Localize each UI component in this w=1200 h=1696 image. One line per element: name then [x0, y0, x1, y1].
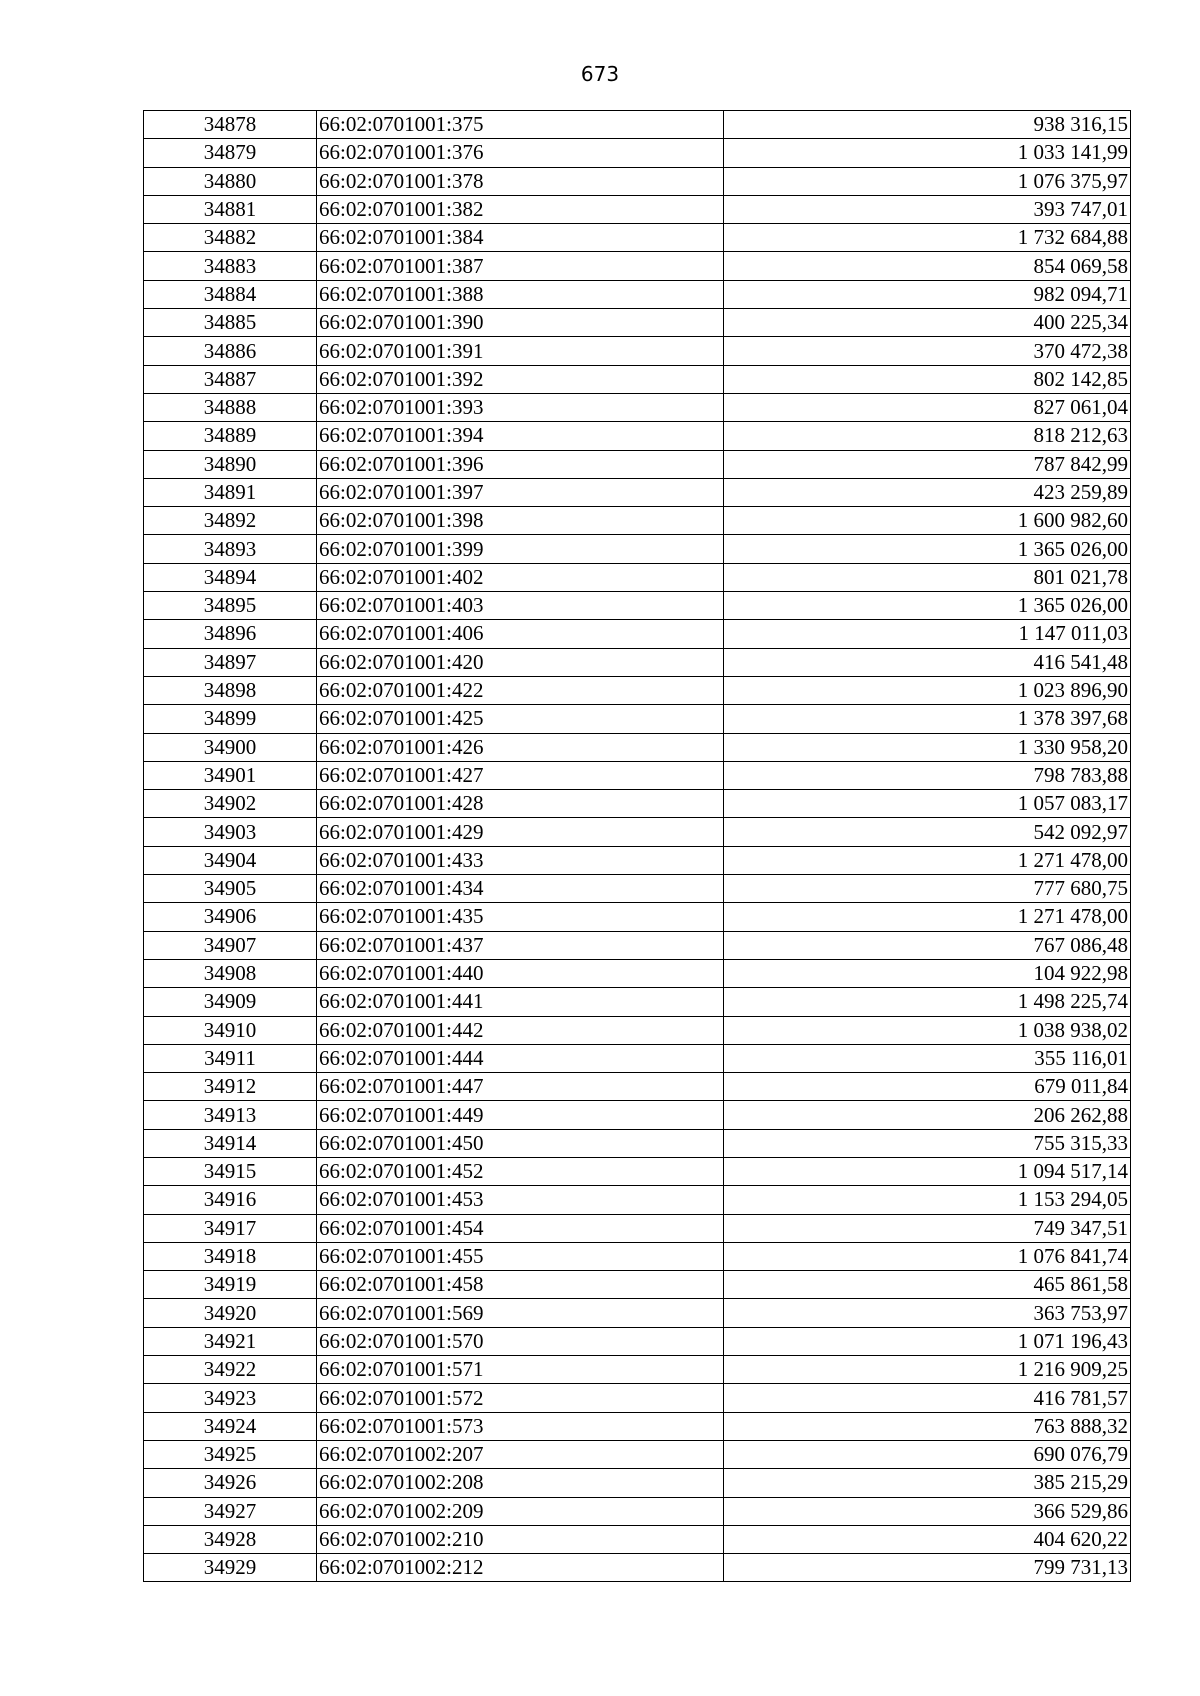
cadastral-number-cell: 66:02:0701001:420	[317, 648, 724, 676]
cadastral-value-cell: 393 747,01	[724, 195, 1131, 223]
row-number-cell: 34927	[144, 1497, 317, 1525]
cadastral-value-cell: 854 069,58	[724, 252, 1131, 280]
table-row	[144, 761, 1131, 789]
cadastral-value-cell: 679 011,84	[724, 1073, 1131, 1101]
row-number-cell: 34914	[144, 1129, 317, 1157]
row-number-cell: 34925	[144, 1440, 317, 1468]
table-row	[144, 1242, 1131, 1270]
cadastral-number-cell: 66:02:0701001:442	[317, 1016, 724, 1044]
table-row	[144, 195, 1131, 223]
table-row	[144, 1327, 1131, 1355]
cadastral-number-cell: 66:02:0701001:572	[317, 1384, 724, 1412]
table-row	[144, 1440, 1131, 1468]
row-number-cell: 34921	[144, 1327, 317, 1355]
row-number-cell: 34922	[144, 1356, 317, 1384]
cadastral-number-cell: 66:02:0701001:570	[317, 1327, 724, 1355]
cadastral-value-cell: 104 922,98	[724, 959, 1131, 987]
table-row	[144, 846, 1131, 874]
cadastral-number-cell: 66:02:0701001:392	[317, 365, 724, 393]
table-row	[144, 592, 1131, 620]
cadastral-value-cell: 799 731,13	[724, 1554, 1131, 1582]
table-row	[144, 1186, 1131, 1214]
cadastral-number-cell: 66:02:0701002:212	[317, 1554, 724, 1582]
row-number-cell: 34890	[144, 450, 317, 478]
cadastral-value-cell: 798 783,88	[724, 761, 1131, 789]
cadastral-number-cell: 66:02:0701002:209	[317, 1497, 724, 1525]
row-number-cell: 34899	[144, 705, 317, 733]
cadastral-value-cell: 1 365 026,00	[724, 535, 1131, 563]
cadastral-value-cell: 1 038 938,02	[724, 1016, 1131, 1044]
cadastral-number-cell: 66:02:0701001:434	[317, 875, 724, 903]
cadastral-value-cell: 1 498 225,74	[724, 988, 1131, 1016]
row-number-cell: 34887	[144, 365, 317, 393]
cadastral-value-cell: 1 732 684,88	[724, 224, 1131, 252]
cadastral-value-table	[143, 110, 1131, 1582]
cadastral-value-cell: 755 315,33	[724, 1129, 1131, 1157]
cadastral-number-cell: 66:02:0701001:375	[317, 111, 724, 139]
cadastral-number-cell: 66:02:0701001:425	[317, 705, 724, 733]
table-row	[144, 1101, 1131, 1129]
cadastral-value-cell: 423 259,89	[724, 478, 1131, 506]
row-number-cell: 34888	[144, 393, 317, 421]
table-row	[144, 1554, 1131, 1582]
cadastral-value-cell: 938 316,15	[724, 111, 1131, 139]
cadastral-number-cell: 66:02:0701001:433	[317, 846, 724, 874]
cadastral-number-cell: 66:02:0701001:452	[317, 1157, 724, 1185]
cadastral-number-cell: 66:02:0701002:208	[317, 1469, 724, 1497]
table-row	[144, 139, 1131, 167]
table-row	[144, 705, 1131, 733]
table-row	[144, 988, 1131, 1016]
table-row	[144, 365, 1131, 393]
cadastral-number-cell: 66:02:0701001:387	[317, 252, 724, 280]
table-row	[144, 1412, 1131, 1440]
table-row	[144, 507, 1131, 535]
cadastral-number-cell: 66:02:0701001:427	[317, 761, 724, 789]
cadastral-value-cell: 416 541,48	[724, 648, 1131, 676]
row-number-cell: 34884	[144, 280, 317, 308]
cadastral-value-cell: 1 023 896,90	[724, 676, 1131, 704]
cadastral-value-cell: 749 347,51	[724, 1214, 1131, 1242]
cadastral-value-cell: 1 378 397,68	[724, 705, 1131, 733]
row-number-cell: 34904	[144, 846, 317, 874]
cadastral-value-cell: 1 330 958,20	[724, 733, 1131, 761]
cadastral-number-cell: 66:02:0701001:397	[317, 478, 724, 506]
cadastral-value-cell: 777 680,75	[724, 875, 1131, 903]
cadastral-number-cell: 66:02:0701001:450	[317, 1129, 724, 1157]
row-number-cell: 34893	[144, 535, 317, 563]
cadastral-number-cell: 66:02:0701001:396	[317, 450, 724, 478]
row-number-cell: 34894	[144, 563, 317, 591]
row-number-cell: 34896	[144, 620, 317, 648]
cadastral-number-cell: 66:02:0701001:454	[317, 1214, 724, 1242]
cadastral-value-cell: 1 147 011,03	[724, 620, 1131, 648]
row-number-cell: 34897	[144, 648, 317, 676]
row-number-cell: 34882	[144, 224, 317, 252]
table-row	[144, 676, 1131, 704]
cadastral-number-cell: 66:02:0701001:399	[317, 535, 724, 563]
cadastral-number-cell: 66:02:0701001:573	[317, 1412, 724, 1440]
cadastral-number-cell: 66:02:0701001:376	[317, 139, 724, 167]
table-row	[144, 790, 1131, 818]
table-row	[144, 1044, 1131, 1072]
row-number-cell: 34926	[144, 1469, 317, 1497]
row-number-cell: 34883	[144, 252, 317, 280]
row-number-cell: 34879	[144, 139, 317, 167]
cadastral-number-cell: 66:02:0701001:569	[317, 1299, 724, 1327]
table-row	[144, 450, 1131, 478]
cadastral-number-cell: 66:02:0701001:435	[317, 903, 724, 931]
row-number-cell: 34886	[144, 337, 317, 365]
row-number-cell: 34906	[144, 903, 317, 931]
table-row	[144, 1356, 1131, 1384]
cadastral-value-cell: 1 365 026,00	[724, 592, 1131, 620]
cadastral-value-cell: 982 094,71	[724, 280, 1131, 308]
cadastral-number-cell: 66:02:0701001:449	[317, 1101, 724, 1129]
row-number-cell: 34923	[144, 1384, 317, 1412]
cadastral-number-cell: 66:02:0701001:402	[317, 563, 724, 591]
table-row	[144, 903, 1131, 931]
cadastral-number-cell: 66:02:0701001:384	[317, 224, 724, 252]
cadastral-value-cell: 1 076 375,97	[724, 167, 1131, 195]
table-row	[144, 111, 1131, 139]
cadastral-value-cell: 366 529,86	[724, 1497, 1131, 1525]
table-row	[144, 620, 1131, 648]
cadastral-value-cell: 802 142,85	[724, 365, 1131, 393]
row-number-cell: 34903	[144, 818, 317, 846]
cadastral-value-cell: 370 472,38	[724, 337, 1131, 365]
cadastral-value-cell: 1 153 294,05	[724, 1186, 1131, 1214]
table-row	[144, 648, 1131, 676]
table-row	[144, 337, 1131, 365]
row-number-cell: 34912	[144, 1073, 317, 1101]
row-number-cell: 34920	[144, 1299, 317, 1327]
cadastral-number-cell: 66:02:0701001:394	[317, 422, 724, 450]
row-number-cell: 34915	[144, 1157, 317, 1185]
row-number-cell: 34916	[144, 1186, 317, 1214]
cadastral-number-cell: 66:02:0701001:429	[317, 818, 724, 846]
cadastral-number-cell: 66:02:0701001:437	[317, 931, 724, 959]
cadastral-value-cell: 363 753,97	[724, 1299, 1131, 1327]
cadastral-number-cell: 66:02:0701001:388	[317, 280, 724, 308]
cadastral-number-cell: 66:02:0701001:571	[317, 1356, 724, 1384]
row-number-cell: 34901	[144, 761, 317, 789]
cadastral-value-cell: 763 888,32	[724, 1412, 1131, 1440]
row-number-cell: 34892	[144, 507, 317, 535]
cadastral-number-cell: 66:02:0701001:378	[317, 167, 724, 195]
cadastral-number-cell: 66:02:0701001:453	[317, 1186, 724, 1214]
row-number-cell: 34909	[144, 988, 317, 1016]
table-row	[144, 563, 1131, 591]
cadastral-number-cell: 66:02:0701001:406	[317, 620, 724, 648]
row-number-cell: 34881	[144, 195, 317, 223]
row-number-cell: 34898	[144, 676, 317, 704]
row-number-cell: 34907	[144, 931, 317, 959]
cadastral-number-cell: 66:02:0701001:447	[317, 1073, 724, 1101]
cadastral-value-cell: 827 061,04	[724, 393, 1131, 421]
row-number-cell: 34911	[144, 1044, 317, 1072]
cadastral-value-cell: 1 094 517,14	[724, 1157, 1131, 1185]
table-row	[144, 224, 1131, 252]
table-row	[144, 1299, 1131, 1327]
cadastral-value-cell: 1 033 141,99	[724, 139, 1131, 167]
table-row	[144, 1129, 1131, 1157]
cadastral-value-cell: 465 861,58	[724, 1271, 1131, 1299]
table-row	[144, 393, 1131, 421]
cadastral-value-cell: 1 600 982,60	[724, 507, 1131, 535]
row-number-cell: 34878	[144, 111, 317, 139]
page-number: 673	[580, 62, 620, 86]
table-row	[144, 1073, 1131, 1101]
table-row	[144, 1525, 1131, 1553]
cadastral-value-cell: 690 076,79	[724, 1440, 1131, 1468]
cadastral-value-cell: 1 071 196,43	[724, 1327, 1131, 1355]
cadastral-value-cell: 787 842,99	[724, 450, 1131, 478]
row-number-cell: 34900	[144, 733, 317, 761]
cadastral-number-cell: 66:02:0701002:210	[317, 1525, 724, 1553]
cadastral-value-cell: 404 620,22	[724, 1525, 1131, 1553]
cadastral-value-cell: 1 271 478,00	[724, 846, 1131, 874]
row-number-cell: 34924	[144, 1412, 317, 1440]
cadastral-value-cell: 1 216 909,25	[724, 1356, 1131, 1384]
row-number-cell: 34880	[144, 167, 317, 195]
cadastral-number-cell: 66:02:0701001:426	[317, 733, 724, 761]
cadastral-value-cell: 818 212,63	[724, 422, 1131, 450]
table-row	[144, 309, 1131, 337]
table-row	[144, 1384, 1131, 1412]
cadastral-number-cell: 66:02:0701001:391	[317, 337, 724, 365]
cadastral-number-cell: 66:02:0701001:390	[317, 309, 724, 337]
cadastral-number-cell: 66:02:0701001:458	[317, 1271, 724, 1299]
cadastral-value-cell: 385 215,29	[724, 1469, 1131, 1497]
cadastral-value-cell: 1 076 841,74	[724, 1242, 1131, 1270]
cadastral-number-cell: 66:02:0701001:428	[317, 790, 724, 818]
table-row	[144, 252, 1131, 280]
row-number-cell: 34917	[144, 1214, 317, 1242]
cadastral-value-cell: 400 225,34	[724, 309, 1131, 337]
cadastral-number-cell: 66:02:0701001:441	[317, 988, 724, 1016]
cadastral-number-cell: 66:02:0701002:207	[317, 1440, 724, 1468]
cadastral-number-cell: 66:02:0701001:422	[317, 676, 724, 704]
table-row	[144, 478, 1131, 506]
row-number-cell: 34902	[144, 790, 317, 818]
row-number-cell: 34913	[144, 1101, 317, 1129]
cadastral-number-cell: 66:02:0701001:393	[317, 393, 724, 421]
table-row	[144, 931, 1131, 959]
row-number-cell: 34929	[144, 1554, 317, 1582]
row-number-cell: 34885	[144, 309, 317, 337]
row-number-cell: 34889	[144, 422, 317, 450]
table-row	[144, 1157, 1131, 1185]
table-row	[144, 167, 1131, 195]
table-row	[144, 959, 1131, 987]
row-number-cell: 34908	[144, 959, 317, 987]
cadastral-number-cell: 66:02:0701001:403	[317, 592, 724, 620]
row-number-cell: 34891	[144, 478, 317, 506]
table-row	[144, 733, 1131, 761]
cadastral-number-cell: 66:02:0701001:382	[317, 195, 724, 223]
row-number-cell: 34919	[144, 1271, 317, 1299]
cadastral-number-cell: 66:02:0701001:455	[317, 1242, 724, 1270]
cadastral-number-cell: 66:02:0701001:440	[317, 959, 724, 987]
cadastral-value-cell: 1 271 478,00	[724, 903, 1131, 931]
row-number-cell: 34910	[144, 1016, 317, 1044]
table-row	[144, 535, 1131, 563]
cadastral-value-cell: 1 057 083,17	[724, 790, 1131, 818]
cadastral-value-cell: 542 092,97	[724, 818, 1131, 846]
table-row	[144, 1016, 1131, 1044]
cadastral-number-cell: 66:02:0701001:444	[317, 1044, 724, 1072]
row-number-cell: 34918	[144, 1242, 317, 1270]
table-row	[144, 1271, 1131, 1299]
table-row	[144, 422, 1131, 450]
table-row	[144, 1497, 1131, 1525]
row-number-cell: 34905	[144, 875, 317, 903]
table-row	[144, 280, 1131, 308]
cadastral-value-cell: 801 021,78	[724, 563, 1131, 591]
table-row	[144, 818, 1131, 846]
row-number-cell: 34928	[144, 1525, 317, 1553]
cadastral-value-cell: 416 781,57	[724, 1384, 1131, 1412]
table-row	[144, 1469, 1131, 1497]
table-row	[144, 1214, 1131, 1242]
table-row	[144, 875, 1131, 903]
row-number-cell: 34895	[144, 592, 317, 620]
cadastral-value-cell: 355 116,01	[724, 1044, 1131, 1072]
cadastral-value-cell: 767 086,48	[724, 931, 1131, 959]
cadastral-value-cell: 206 262,88	[724, 1101, 1131, 1129]
cadastral-number-cell: 66:02:0701001:398	[317, 507, 724, 535]
